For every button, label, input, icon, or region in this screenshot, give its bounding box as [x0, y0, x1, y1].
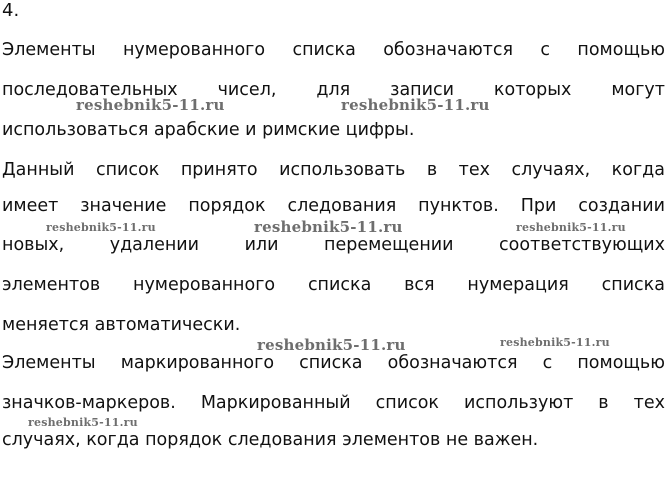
word: с: [540, 40, 551, 60]
word: список: [375, 393, 439, 413]
watermark: reshebnik5-11.ru: [76, 96, 225, 114]
word: списка: [299, 353, 363, 373]
paragraph-3-line-1: [2, 351, 665, 375]
word: принято: [180, 160, 258, 180]
word: списка: [307, 275, 372, 295]
word: Данный: [2, 160, 75, 180]
word: или: [244, 235, 279, 255]
word: использовать: [279, 160, 406, 180]
paragraph-2-line-4: [2, 273, 665, 297]
paragraph-2-line-3: [2, 233, 665, 257]
watermark: reshebnik5-11.ru: [341, 96, 490, 114]
task-number: 4.: [2, 0, 20, 21]
word: обозначаются: [383, 40, 514, 60]
watermark: reshebnik5-11.ru: [500, 336, 610, 349]
paragraph-2-line-2: [2, 194, 665, 218]
word: которых: [493, 80, 572, 100]
word: чисел,: [217, 80, 277, 100]
word: записи: [390, 80, 454, 100]
paragraph-3-line-2: [2, 391, 665, 415]
word: для: [316, 80, 351, 100]
watermark: reshebnik5-11.ru: [257, 336, 406, 354]
word: обозначаются: [387, 353, 518, 373]
word: соответствующих: [499, 235, 665, 255]
word: порядок: [188, 196, 266, 216]
word: маркированного: [120, 353, 275, 373]
word: с: [542, 353, 553, 373]
paragraph-1-line-1: [2, 38, 665, 62]
word: в: [598, 393, 609, 413]
word: тех: [633, 393, 665, 413]
word: новых,: [2, 235, 65, 255]
word: нумерованного: [133, 275, 276, 295]
word: списка: [292, 40, 356, 60]
word: могут: [611, 80, 665, 100]
word: используют: [464, 393, 574, 413]
word: последовательных: [2, 80, 178, 100]
paragraph-2-line-5: меняется автоматически.: [2, 315, 241, 335]
watermark: reshebnik5-11.ru: [516, 221, 626, 234]
watermark: reshebnik5-11.ru: [28, 416, 138, 429]
word: нумерация: [467, 275, 569, 295]
paragraph-3-line-3: случаях, когда порядок следования элементов не важен.: [2, 430, 539, 450]
watermark: reshebnik5-11.ru: [254, 218, 403, 236]
word: вся: [404, 275, 435, 295]
word: Маркированный: [200, 393, 351, 413]
word: помощью: [577, 353, 665, 373]
paragraph-1-line-3: использоваться арабские и римские цифры.: [2, 120, 415, 140]
word: создании: [578, 196, 665, 216]
word: Элементы: [2, 40, 96, 60]
word: значение: [80, 196, 167, 216]
word: списка: [601, 275, 665, 295]
word: Элементы: [2, 353, 96, 373]
word: значков-маркеров.: [2, 393, 176, 413]
word: тех: [458, 160, 490, 180]
word: список: [95, 160, 160, 180]
word: перемещении: [324, 235, 454, 255]
paragraph-2-line-1: [2, 158, 665, 182]
word: случаях,: [511, 160, 591, 180]
word: следования: [287, 196, 397, 216]
word: элементов: [2, 275, 101, 295]
word: пунктов.: [418, 196, 499, 216]
word: помощью: [577, 40, 665, 60]
word: имеет: [2, 196, 59, 216]
word: в: [426, 160, 438, 180]
word: нумерованного: [122, 40, 266, 60]
word: При: [520, 196, 557, 216]
word: удалении: [109, 235, 200, 255]
watermark: reshebnik5-11.ru: [46, 221, 156, 234]
word: когда: [611, 160, 665, 180]
